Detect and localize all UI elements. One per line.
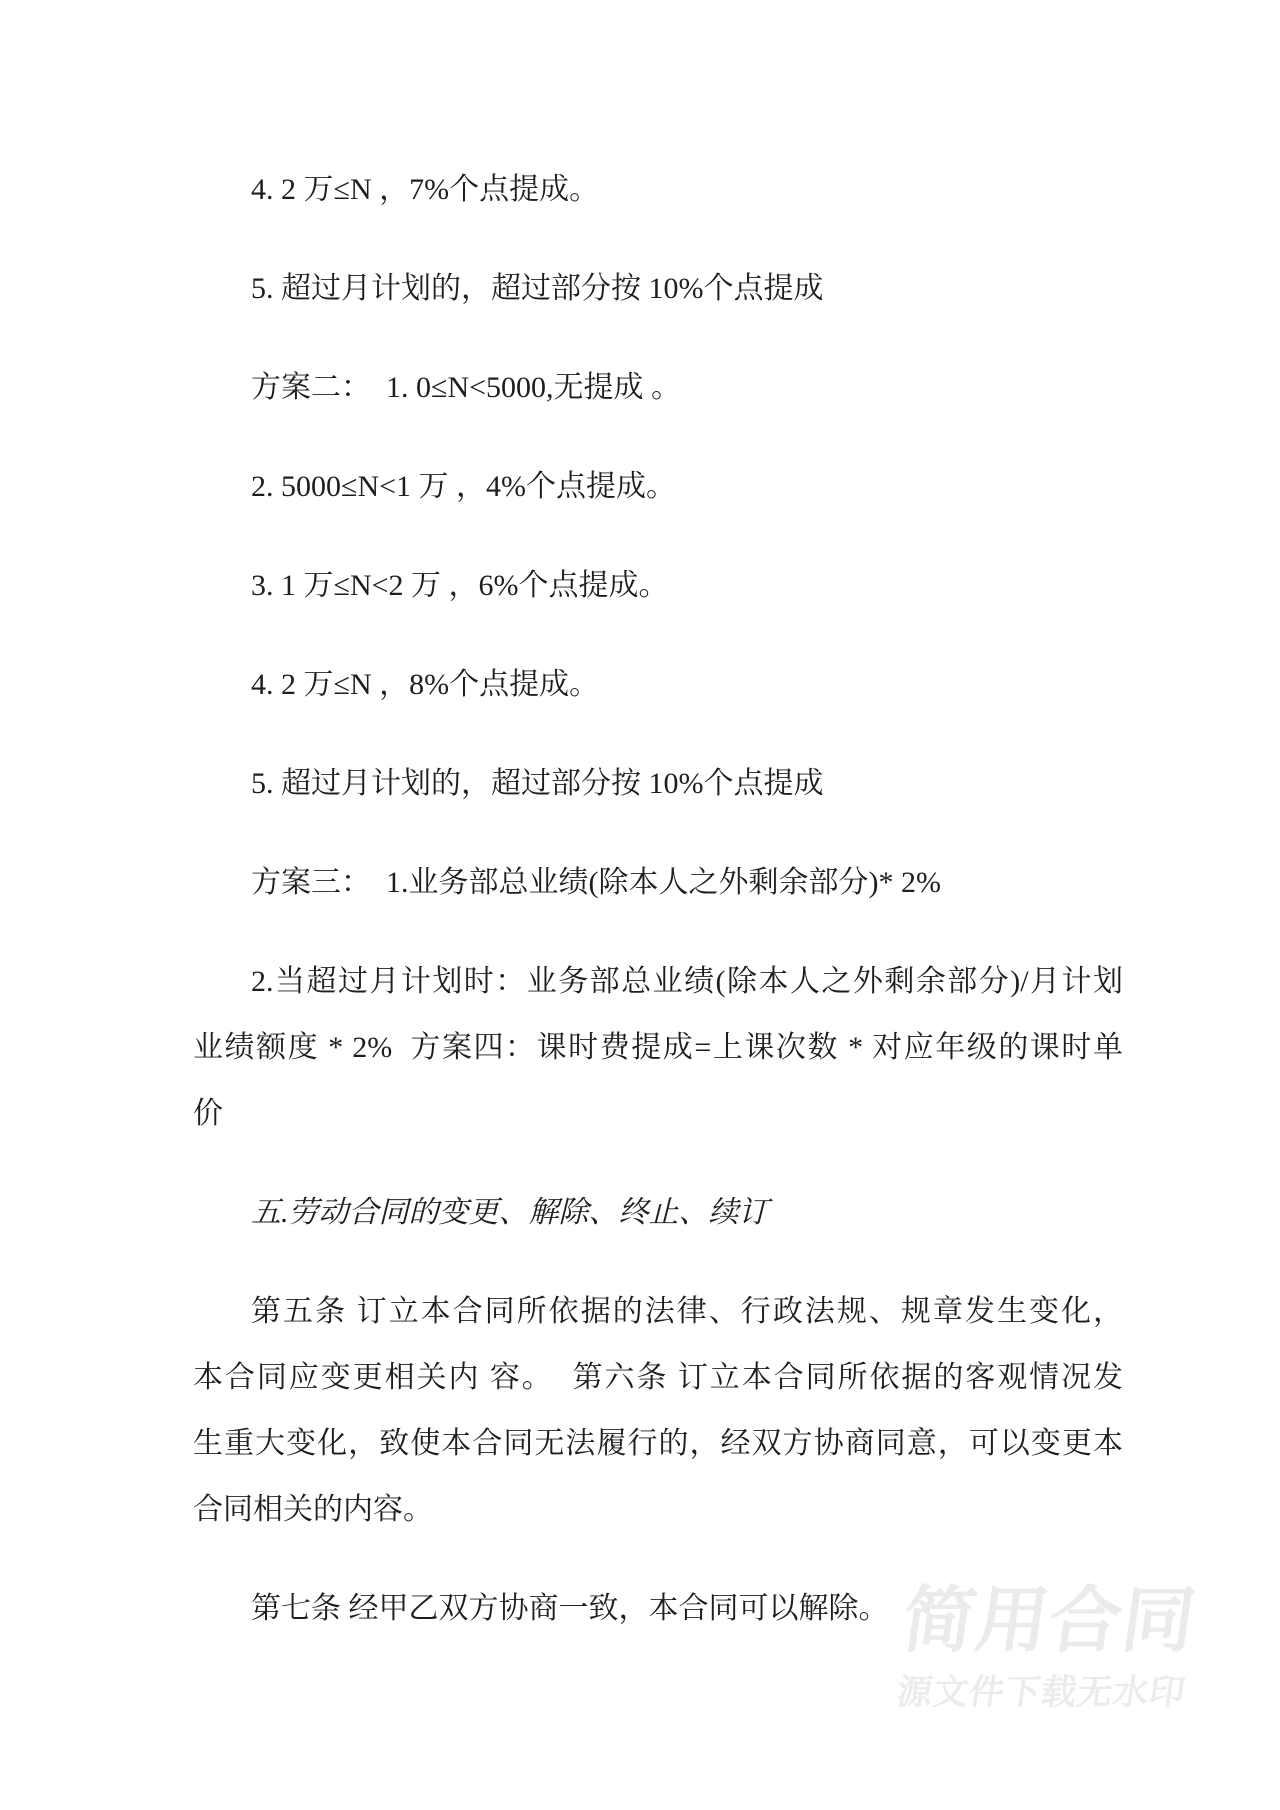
text-line: 本合同应变更相关内 容。 第六条 订立本合同所依据的客观情况发 [193,1361,1123,1394]
text-line: 2. 5000≤N<1 万 ，4%个点提成。 [251,470,677,503]
paragraph [193,157,1123,223]
text-line: 业绩额度 * 2% 方案四：课时费提成=上课次数 * 对应年级的课时单 [193,1031,1123,1064]
paragraph [193,652,1123,718]
text-line: 4. 2 万≤N ，8%个点提成。 [251,668,600,701]
watermark-subtitle: 源文件下载无水印 [894,1673,1189,1712]
text-line: 2.当超过月计划时：业务部总业绩(除本人之外剩余部分)/月计划 [251,965,1123,998]
heading-line: 五.劳动合同的变更、解除、终止、续订 [251,1196,769,1229]
text-line: 价 [193,1097,223,1130]
watermark-title: 简用合同 [897,1581,1201,1661]
paragraph [193,553,1123,619]
paragraph [193,850,1123,916]
paragraph [193,751,1123,817]
paragraph [193,355,1123,421]
text-line: 方案三： 1.业务部总业绩(除本人之外剩余部分)* 2% [251,866,941,899]
text-line: 生重大变化，致使本合同无法履行的，经双方协商同意，可以变更本 [193,1427,1123,1460]
paragraph [193,256,1123,322]
text-line: 5. 超过月计划的，超过部分按 10%个点提成 [251,767,824,800]
text-line: 第五条 订立本合同所依据的法律、行政法规、规章发生变化， [251,1295,1123,1328]
section-heading [193,1180,1123,1246]
paragraph [193,454,1123,520]
contract-body-text [193,157,1123,1675]
text-line: 3. 1 万≤N<2 万 ，6%个点提成。 [251,569,669,602]
text-line: 5. 超过月计划的，超过部分按 10%个点提成 [251,272,824,305]
watermark [883,1581,1201,1712]
paragraph [193,949,1123,1147]
paragraph [193,1279,1123,1543]
text-line: 方案二： 1. 0≤N<5000,无提成 。 [251,371,682,404]
text-line: 第七条 经甲乙双方协商一致，本合同可以解除。 [251,1592,889,1625]
text-line: 4. 2 万≤N ，7%个点提成。 [251,173,600,206]
text-line: 合同相关的内容。 [193,1493,433,1526]
